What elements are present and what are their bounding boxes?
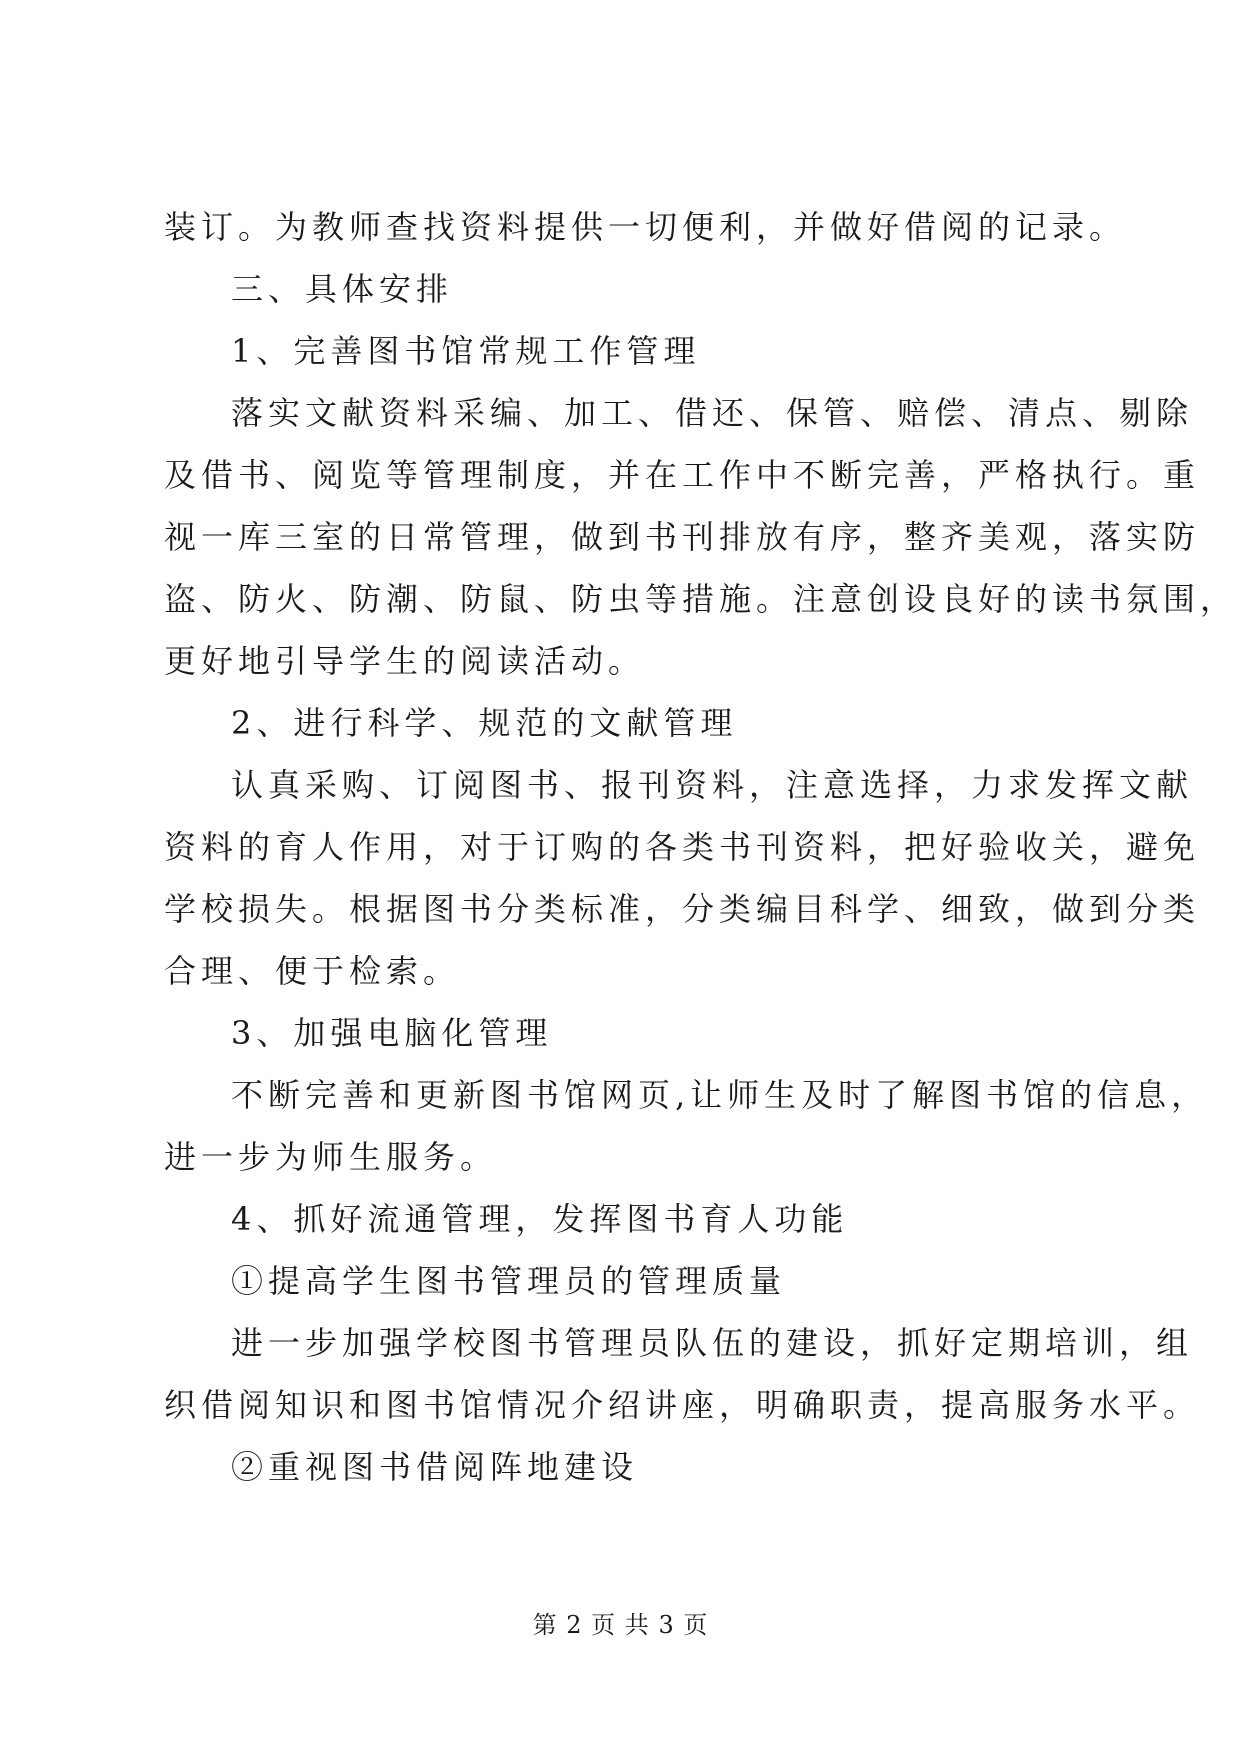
text-line: 进一步加强学校图书管理员队伍的建设，抓好定期培训，组 bbox=[231, 1324, 1194, 1362]
text-line: 不断完善和更新图书馆网页,让师生及时了解图书馆的信息， bbox=[231, 1076, 1209, 1114]
text-line: 更好地引导学生的阅读活动。 bbox=[164, 642, 646, 680]
text-line: 盗、防火、防潮、防鼠、防虫等措施。注意创设良好的读书氛围， bbox=[164, 580, 1238, 618]
text-line: 装订。为教师查找资料提供一切便利，并做好借阅的记录。 bbox=[164, 208, 1127, 246]
text-line: 视一库三室的日常管理，做到书刊排放有序，整齐美观，落实防 bbox=[164, 518, 1201, 556]
text-line: 认真采购、订阅图书、报刊资料，注意选择，力求发挥文献 bbox=[231, 766, 1194, 804]
page-footer: 第 2 页 共 3 页 bbox=[532, 1611, 709, 1639]
text-line: 资料的育人作用，对于订购的各类书刊资料，把好验收关，避免 bbox=[164, 828, 1201, 866]
body-text bbox=[164, 196, 1238, 1498]
text-line: 1、完善图书馆常规工作管理 bbox=[231, 332, 701, 370]
text-line: 落实文献资料采编、加工、借还、保管、赔偿、清点、剔除 bbox=[231, 394, 1194, 432]
text-line: 4、抓好流通管理，发挥图书育人功能 bbox=[231, 1200, 849, 1238]
text-line: 三、具体安排 bbox=[231, 270, 454, 308]
text-line: 及借书、阅览等管理制度，并在工作中不断完善，严格执行。重 bbox=[164, 456, 1201, 494]
text-line: 进一步为师生服务。 bbox=[164, 1138, 498, 1176]
text-line: 学校损失。根据图书分类标准，分类编目科学、细致，做到分类 bbox=[164, 890, 1201, 928]
text-line: ①提高学生图书管理员的管理质量 bbox=[231, 1262, 787, 1300]
text-line: 3、加强电脑化管理 bbox=[231, 1014, 553, 1052]
text-line: 2、进行科学、规范的文献管理 bbox=[231, 704, 738, 742]
text-line: 织借阅知识和图书馆情况介绍讲座，明确职责，提高服务水平。 bbox=[164, 1386, 1201, 1424]
text-line: ②重视图书借阅阵地建设 bbox=[231, 1448, 639, 1486]
text-line: 合理、便于检索。 bbox=[164, 952, 461, 990]
